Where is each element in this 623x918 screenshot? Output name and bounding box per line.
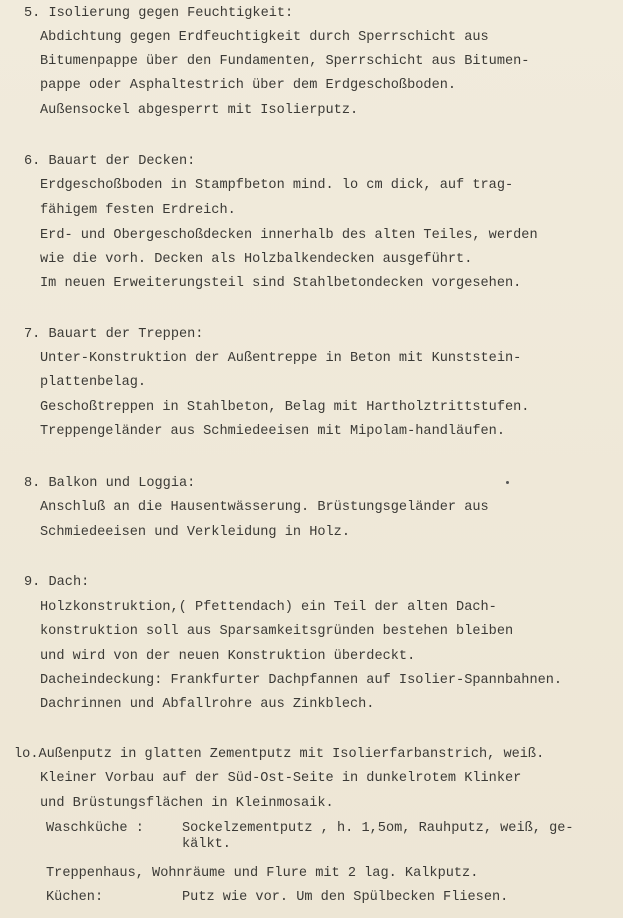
section-7-line-2: plattenbelag. — [40, 375, 147, 390]
section-6-line-5: Im neuen Erweiterungsteil sind Stahlbetondecken vorgesehen. — [40, 276, 522, 291]
section-6-line-4: wie die vorh. Decken als Holzbalkendecken ausgeführt. — [40, 252, 473, 267]
kuechen-text: Putz wie vor. Um den Spülbecken Fliesen. — [182, 890, 509, 905]
section-8-line-1: Anschluß an die Hausentwässerung. Brüstungsgeländer aus — [40, 500, 489, 515]
section-9-heading: 9. Dach: — [24, 575, 90, 590]
section-9-line-5: Dachrinnen und Abfallrohre aus Zinkblech. — [40, 697, 375, 712]
section-9-line-1: Holzkonstruktion,( Pfettendach) ein Teil der alten Dach- — [40, 600, 497, 615]
section-5-heading: 5. Isolierung gegen Feuchtigkeit: — [24, 6, 294, 21]
section-6-line-2: fähigem festen Erdreich. — [40, 203, 236, 218]
section-7-heading: 7. Bauart der Treppen: — [24, 327, 204, 342]
section-8-heading: 8. Balkon und Loggia: — [24, 476, 196, 491]
section-8-line-2: Schmiedeeisen und Verkleidung in Holz. — [40, 525, 350, 540]
waschkueche-text: Sockelzementputz , h. 1,5om, Rauhputz, weiß, ge- — [182, 821, 574, 836]
section-6-line-1: Erdgeschoßboden in Stampfbeton mind. lo cm dick, auf trag- — [40, 178, 514, 193]
section-7-line-1: Unter-Konstruktion der Außentreppe in Beton mit Kunststein- — [40, 351, 522, 366]
ink-dot — [506, 481, 509, 484]
section-5-line-3: pappe oder Asphaltestrich über dem Erdgeschoßboden. — [40, 78, 457, 93]
waschkueche-label: Waschküche : — [46, 821, 144, 836]
section-10-line-1: Kleiner Vorbau auf der Süd-Ost-Seite in dunkelrotem Klinker — [40, 771, 522, 786]
section-7-line-3: Geschoßtreppen in Stahlbeton, Belag mit Hartholztrittstufen. — [40, 400, 530, 415]
section-10-heading: lo.Außenputz in glatten Zementputz mit Isolierfarbanstrich, weiß. — [14, 747, 545, 762]
section-7-line-4: Treppengeländer aus Schmiedeeisen mit Mipolam-handläufen. — [40, 424, 505, 439]
treppenhaus-text: Treppenhaus, Wohnräume und Flure mit 2 lag. Kalkputz. — [46, 866, 479, 881]
section-9-line-4: Dacheindeckung: Frankfurter Dachpfannen auf Isolier-Spannbahnen. — [40, 673, 563, 688]
section-6-line-3: Erd- und Obergeschoßdecken innerhalb des alten Teiles, werden — [40, 228, 538, 243]
kuechen-label: Küchen: — [46, 890, 104, 905]
section-5-line-4: Außensockel abgesperrt mit Isolierputz. — [40, 103, 359, 118]
section-5-line-1: Abdichtung gegen Erdfeuchtigkeit durch Sperrschicht aus — [40, 30, 489, 45]
section-5-line-2: Bitumenpappe über den Fundamenten, Sperrschicht aus Bitumen- — [40, 54, 530, 69]
section-9-line-3: und wird von der neuen Konstruktion überdeckt. — [40, 649, 416, 664]
waschkueche-continuation: kälkt. — [182, 837, 231, 852]
section-6-heading: 6. Bauart der Decken: — [24, 154, 196, 169]
section-9-line-2: konstruktion soll aus Sparsamkeitsgründen bestehen bleiben — [40, 624, 514, 639]
section-10-line-2: und Brüstungsflächen in Kleinmosaik. — [40, 796, 334, 811]
